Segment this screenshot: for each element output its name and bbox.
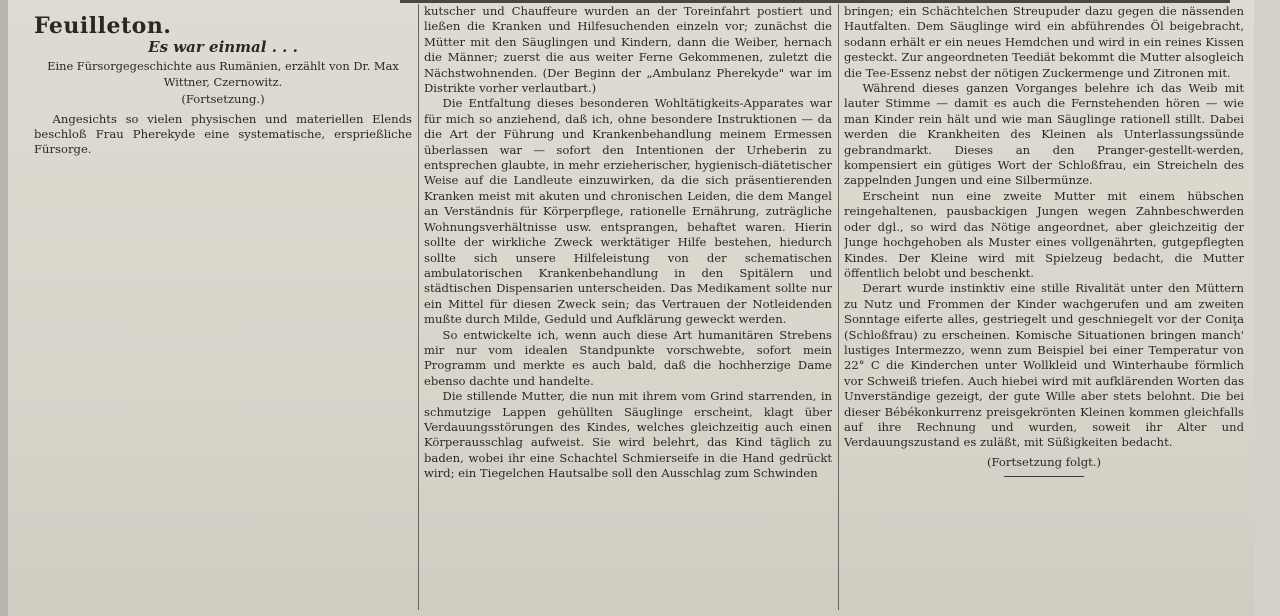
continued-label: (Fortsetzung.) [181, 92, 265, 107]
paragraph: Angesichts so vielen physischen und materiellen Elends beschloß Frau Pherekyde eine systematische, ersprießliche Fürsorge. [34, 111, 412, 157]
paragraph: kutscher und Chauffeure wurden an der Toreinfahrt postiert und ließen die Kranken und Hilfesuchenden einzeln vor; zunächst die Mütter mit den Säuglingen und Kindern, dann die Weiber, hernach die Männer; zuerst die aus weiter Ferne Gekommenen, zuletzt die Nächstwohnenden. (Der Beginn der „Ambulanz Pherekyde" war im Distrikte vorher verlautbart.) [424, 4, 832, 96]
page-edge-left [0, 0, 8, 616]
paragraph: Die Entfaltung dieses besonderen Wohltätigkeits-Apparates war für mich so anziehend, daß ich, ohne besondere Instruktionen — da die Art der Führung und Krankenbehandlung meinem Ermessen überlassen war — sofort den Intentionen der Urheberin zu entsprechen glaubte, in mehr erzieherischer, hygienisch-diätetischer Weise auf die Landleute einzuwirken, da die sich präsentierenden Kranken meist mit akuten und chronischen Leiden, die dem Mangel an Verständnis für Körperpflege, rationelle Ernährung, zuträgliche Wohnungsverhältnisse usw. entsprangen, behaftet waren. Hierin sollte der wirkliche Zweck werktätiger Hilfe bestehen, hiedurch sollte sich unsere Hilfeleistung von der schematischen ambulatorischen Krankenbehandlung in den Spitälern und städtischen Dispensarien unterscheiden. Das Medikament sollte nur ein Mittel für diesen Zweck sein; das Vertrauen der Notleidenden mußte durch Milde, Geduld und Aufklärung geweckt werden. [424, 96, 832, 327]
paragraph: Die stillende Mutter, die nun mit ihrem vom Grind starrenden, in schmutzige Lappen gehüllten Säuglinge erscheint, klagt über Verdauungsstörungen des Kindes, welches gleichzeitig auch einen Körperausschlag aufweist. Sie wird belehrt, das Kind täglich zu baden, wobei ihr eine Schachtel Schmierseife in die Hand gedrückt wird; ein Tiegelchen Hautsalbe soll den Ausschlag zum Schwinden [424, 389, 832, 481]
column-3 [844, 4, 1244, 610]
paragraph: bringen; ein Schächtelchen Streupuder dazu gegen die nässenden Hautfalten. Dem Säuglinge wird ein abführendes Öl beigebracht, sodann erhält er ein neues Hemdchen und wird in ein reines Kissen gesteckt. Zur angeordneten Teediät bekommt die Mutter alsogleich die Tee-Essenz nebst der nötigen Zuckermenge und Zitronen mit. [844, 4, 1244, 80]
paragraph: Während dieses ganzen Vorganges belehre ich das Weib mit lauter Stimme — damit es auch die Fernstehenden hören — wie man Kinder rein hält und wie man Säuglinge rationell stillt. Dabei werden die Krankheiten des Kleinen als Unterlassungssünde gebrandmarkt. Dieses an den Pranger-gestellt-werden, kompensiert ein gütiges Wort der Schloßfrau, ein Streicheln des zappelnden Jungen und eine Silbermünze. [844, 81, 1244, 188]
column-rule-2 [838, 4, 839, 610]
article-title: Es war einmal . . . [148, 38, 298, 56]
paragraph: So entwickelte ich, wenn auch diese Art humanitären Strebens mir nur vom idealen Standpunkte vorschwebte, sofort mein Programm und merkte es auch bald, daß die hochherzige Dame ebenso dachte und handelte. [424, 327, 832, 388]
continuation-note: (Fortsetzung folgt.) [986, 454, 1101, 469]
column-rule-1 [418, 4, 419, 610]
end-rule [1004, 476, 1084, 477]
section-heading: Feuilleton. [34, 13, 172, 39]
column-1 [34, 4, 412, 610]
column-2 [424, 4, 832, 610]
page-edge-right [1254, 0, 1280, 616]
paragraph: Erscheint nun eine zweite Mutter mit einem hübschen reingehaltenen, pausbackigen Jungen wegen Zahnbeschwerden oder dgl., so wird das Nötige angeordnet, aber gleichzeitig der Junge hochgehoben als Muster eines vollgenährten, gutgepflegten Kindes. Der Kleine wird mit Spielzeug bedacht, die Mutter öffentlich belobt und beschenkt. [844, 188, 1244, 280]
top-rule [400, 0, 1230, 3]
paragraph: Derart wurde instinktiv eine stille Rivalität unter den Müttern zu Nutz und Frommen der Kinder wachgerufen und am zweiten Sonntage eiferte alles, gestriegelt und geschniegelt vor der Coniţa (Schloßfrau) zu erscheinen. Komische Situationen bringen manch' lustiges Intermezzo, wenn zum Beispiel bei einer Temperatur von 22° C die Kinderchen unter Wollkleid und Winterhaube förmlich vor Schweiß triefen. Auch hiebei wird mit aufklärenden Worten das Unverständige gezeigt, der gute Wille aber stets belohnt. Die bei dieser Bébékonkurrenz preisgekrönten Kleinen kommen gleichfalls auf ihre Rechnung und wurden, soweit ihr Alter und Verdauungszustand es zuläßt, mit Süßigkeiten bedacht. [844, 281, 1244, 450]
article-byline: Eine Fürsorgegeschichte aus Rumänien, erzählt von Dr. Max Wittner, Czernowitz. [47, 59, 399, 89]
